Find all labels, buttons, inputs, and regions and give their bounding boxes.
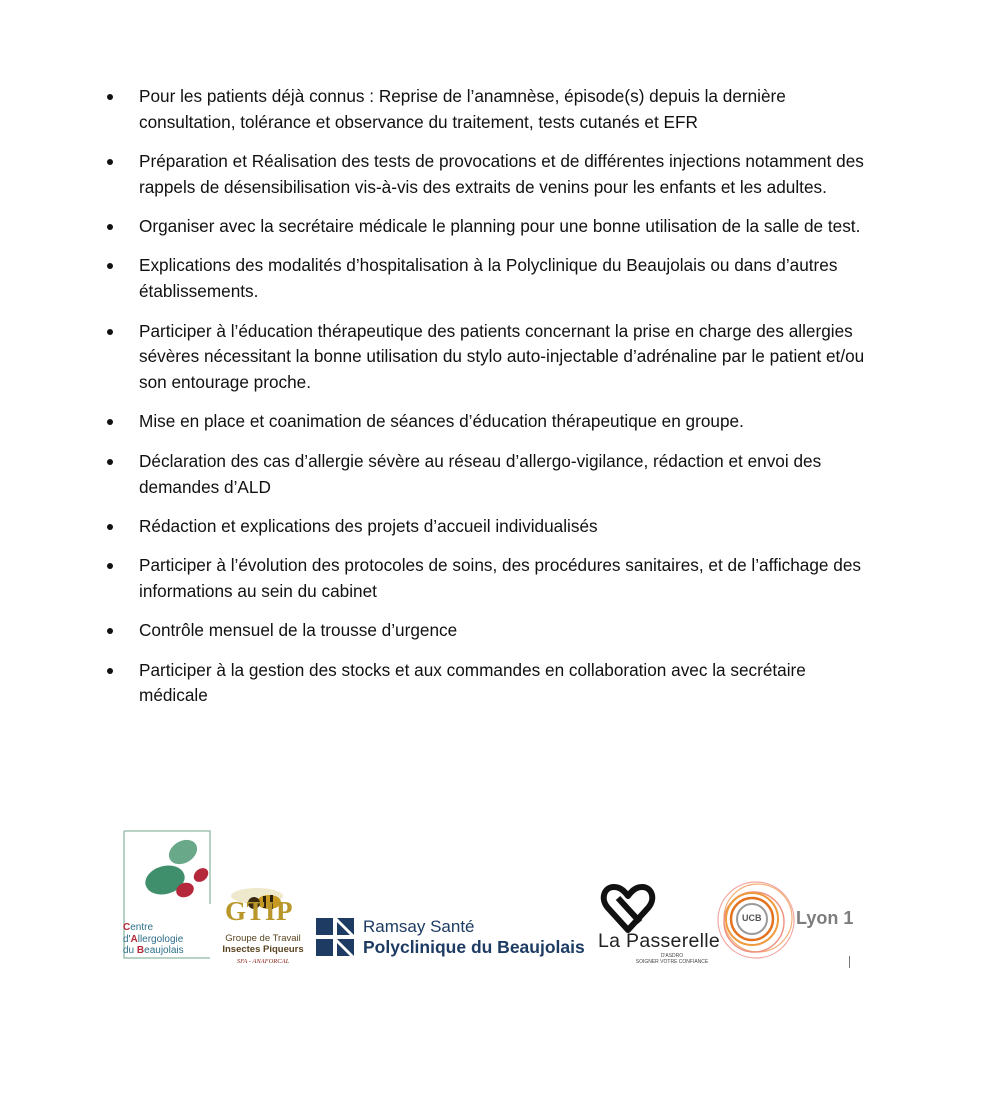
list-item-text: Organiser avec la secrétaire médicale le planning pour une bonne utilisation de la salle de test. [139, 216, 861, 237]
passerelle-name: La Passerelle [598, 930, 721, 952]
list-item-text: Déclaration des cas d’allergie sévère au réseau d’allergo-vigilance, rédaction et envoi des demandes d’ALD [139, 450, 822, 497]
gtip-line1: Groupe de Travail [225, 933, 301, 944]
gtip-acronym: GTIP [225, 896, 294, 926]
list-item-text: Participer à la gestion des stocks et aux commandes en collaboration avec la secrétaire médicale [139, 659, 806, 706]
ramsay-subtitle: Polyclinique du Beaujolais [363, 937, 585, 957]
gtip-line2: Insectes Piqueurs [222, 944, 304, 955]
list-item-text: Participer à l’éducation thérapeutique des patients concernant la prise en charge des allergies sévères nécessitant la bonne utilisation du stylo auto-injectable d’adrénaline par le patient et/ou son entourage proche. [139, 320, 865, 393]
passerelle-tagline-1: D'ASDRO [660, 953, 684, 959]
caba-logo [123, 830, 213, 962]
heart-icon [600, 884, 660, 934]
list-item-text: Mise en place et coanimation de séances d’éducation thérapeutique en groupe. [139, 411, 744, 432]
gtip-line3: SFA - ANAFORCAL [236, 958, 290, 965]
ramsay-logo [316, 916, 586, 962]
ramsay-mark-icon [316, 918, 356, 960]
ramsay-title: Ramsay Santé [363, 917, 475, 936]
list-item-text: Préparation et Réalisation des tests de provocations et de différentes injections notamment des rappels de désensibilisation vis-à-vis des extraits de venins pour les enfants et les adultes. [139, 151, 864, 197]
list-item-text: Contrôle mensuel de la trousse d’urgence [139, 620, 458, 641]
gtip-logo [213, 882, 313, 970]
lyon1-logo [716, 870, 861, 972]
lyon-name: Lyon 1 [796, 908, 854, 928]
divider [849, 956, 850, 968]
list-item-text: Rédaction et explications des projets d’accueil individualisés [139, 515, 598, 536]
caba-name: Centre d'Allergologie du Beaujolais [123, 922, 184, 956]
passerelle-logo [597, 882, 721, 968]
ucbl-badge: UCB [742, 913, 762, 923]
passerelle-tagline-2: SOIGNER VOTRE CONFIANCE [635, 959, 709, 965]
list-item-text: Participer à l’évolution des protocoles de soins, des procédures sanitaires, et de l’affichage des informations au sein du cabinet [139, 555, 861, 601]
list-item-text: Explications des modalités d’hospitalisation à la Polyclinique du Beaujolais ou dans d’autres établissements. [139, 255, 838, 302]
list-item-text: Pour les patients déjà connus : Reprise de l’anamnèse, épisode(s) depuis la dernière consultation, tolérance et observance du traitement, tests cutanés et EFR [139, 86, 786, 132]
